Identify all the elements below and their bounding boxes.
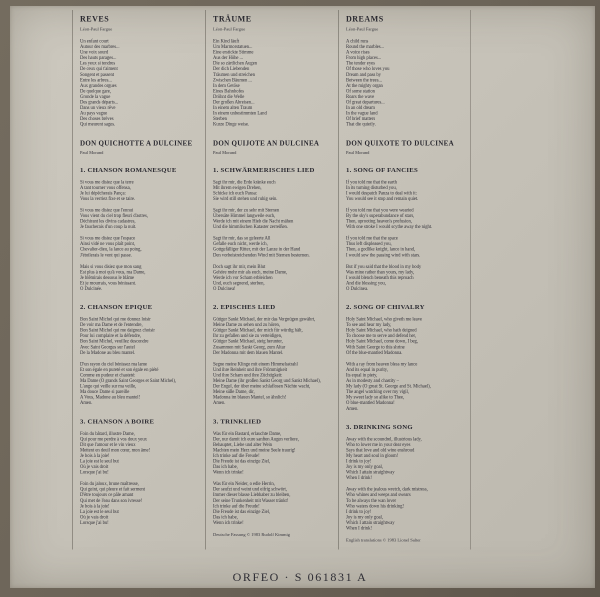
stanza-line: Das ich habe, [213,514,238,520]
stanza-line: Ma douce Dame si pareille [80,389,130,395]
poem-line: In the vague land [346,111,378,117]
poem-title-german: TRÄUME [213,15,252,24]
stanza-line: Wenn ich trinke! [213,470,244,476]
poem-line: From high places... [346,55,382,61]
poem-line: Des choses brèves [80,116,114,122]
poem-line: Aux grandes orgues [80,83,117,89]
poem-line: Der großen Abreisen... [213,100,255,106]
poem-line: Dream and pass by [346,72,381,78]
stanza-line: Who whines and weeps and swears [346,492,411,498]
stanza-line: Amen. [213,400,226,406]
stanza-line: I would sow the passing wind with stars. [346,252,421,258]
section-heading-1: 1. CHANSON ROMANESQUE [80,165,177,174]
stanza-line: La joie est le seul but [80,458,119,464]
stanza-line: Ihr zu gefallen und sie zu verteidigen, [213,333,282,339]
stanza-line: Sagt ihr mir, der zu sehr mit Sternen [213,207,280,213]
poem-title-english: DREAMS [346,15,384,24]
stanza-line: Madonna im blauen Mantel, so ähnlich! [213,395,287,401]
stanza-line: Then, uprooting heaven's profusion, [346,219,412,225]
stanza-line: Was für ein Neider, o edle Herrin, [213,481,275,487]
stanza-line: I drink to joy! [346,458,372,464]
section-heading-2: 2. SONG OF CHIVALRY [346,303,425,311]
poem-line: A child runs [346,39,369,44]
poem-line: That die quietly. [346,122,376,128]
stanza [80,482,201,526]
poem-line: Aus der Höhe ... [213,55,243,61]
poem-line: Um Marmorstatuen... [213,44,253,50]
stanza-line: Werde ich mit einem Hieb die Nacht mähen [213,219,294,225]
stanza-line: De voir ma Dame et de l'entendre, [80,322,143,328]
stanza-line: Die Freude ist das einzige Ziel, [213,509,270,515]
stanza-line: Die Freude ist das einzige Ziel, [213,458,270,464]
stanza [80,317,201,356]
stanza-line: I would despatch Panza to deal with it: [346,190,417,196]
stanza-line: Dit que l'amour et le vin vieux [80,442,136,448]
stanza-line: In its turning disturbed you, [346,185,397,191]
stanza-line: Je blêmirais dessous le blâme [80,275,135,281]
stanza-line: Amen. [346,406,359,412]
stanza [346,362,466,412]
stanza-line: My heart and soul in gloom! [346,453,399,459]
poem-text [213,39,334,128]
text-columns [72,10,484,550]
stanza-line: Où je vais droit [80,514,109,520]
stanza-line: Lorsque j'ai bu! [80,520,109,526]
stanza-line: Gehöre mehr mir als euch, meine Dame, [213,269,288,275]
stanza-line: Übersäte Himmel langweile euch, [213,213,276,219]
stanza-line: Which I attain straightway [346,470,395,476]
stanza-line: Werde ich vor Scham erbleichen [213,275,273,281]
section-heading-3: 3. CHANSON A BOIRE [80,417,155,425]
stanza-line: You would see it stop and remain quiet. [346,196,419,202]
stanza-line: Sagt ihr mir, das so geleerte All [213,236,271,242]
stanza [346,208,466,230]
stanza-line: With a ray from heaven bless my lance [346,361,418,367]
stanza-line: Si vous me disiez que l'espace [80,236,136,242]
stanza [213,180,334,202]
stanza [346,180,466,202]
section-heading-1: 1. SONG OF FANCIES [346,165,419,174]
poem-line: Träumen und streichen [213,72,255,78]
stanza-line: Foin du jaloux, brune maîtresse, [80,481,139,487]
stanza-line: Bon Saint Michel qui me donnez loisir [80,317,151,323]
stanza-line: Je bois à la joie! [80,503,110,509]
stanza-line: Ainsi vidé ne vous plaît point, [80,241,135,247]
stanza-line: And die blessing you, [346,280,386,286]
stanza-line: When I drink! [346,475,372,481]
poem-line: Des hauts parages... [80,55,117,61]
stanza-line: Der, nur damit ich eure sanften Augen verliere, [213,436,299,442]
stanza [346,437,466,481]
stanza-line: L'ange qui veille sur ma veille, [80,384,137,390]
poem-line: Of some station [346,88,375,94]
poem-line: Au pays vague [80,111,108,117]
stanza-line: Vous la verriez fixe et se taire. [80,196,136,202]
translation-credit: English translations © 1983 Lionel Salter [346,537,421,543]
stanza-line: With Saint George to this shrine [346,344,405,350]
stanza-line: If you told me that you were wearied [346,207,414,213]
poem-text [80,39,201,128]
stanza-line: I drink to joy! [346,509,372,515]
stanza-line: Je lui dépêcherais Pança: [80,190,126,196]
poem-line: In einem alten Traum [213,105,253,111]
stanza-line: Was mine rather than yours, my lady, [346,269,415,275]
column-french [72,10,205,550]
stanza-line: O Dulcinea! [213,286,236,292]
stanza-line: Ich trinke auf die Freude! [213,503,260,509]
stanza-line: Den vorbeistreichenden Wind mit Sternen besternen. [213,252,310,258]
section-heading-3: 3. TRINKLIED [213,417,262,425]
section-heading-3: 3. DRINKING SONG [346,422,413,431]
poem-line: Kurze Dinge weise. [213,122,250,128]
poem-line: Entre les arbres... [80,77,112,83]
stanza-line: Der Engel, der über meine schlaflosen Nächte wacht, [213,384,311,390]
stanza-line: To see and hear my lady, [346,322,392,328]
stanza-line: Und die himmlischen Kataster zerreißen. [213,224,288,230]
stanza [346,487,466,531]
poem-line: Eines Bahnhofes [213,88,244,94]
stanza-line: Away with the jealous wretch, dark mistress, [346,487,428,493]
poem-line: The tender eyes [346,61,375,67]
stanza-line: Holy Saint Michael, who giveth me leave [346,317,423,323]
section-heading-1: 1. SCHWÄRMERISCHES LIED [213,165,315,174]
stanza [346,264,466,292]
translation-credit: Deutsche Fassung © 1983 Rudolf Kimmig [213,532,291,537]
stanza-line: Joy is my only goal, [346,464,383,470]
poem-line: Les yeux si tendres [80,61,116,67]
stanza-line: Sie wird still stehen und ruhig sein. [213,196,278,202]
stanza-line: Je faucherais d'un coup la nuit. [80,224,137,230]
stanza-line: Then, a godlike knight, lance in hand, [346,247,416,253]
stanza-line: Schicke ich euch Pansa: [213,190,258,196]
stanza-line: Qui met de l'eau dans son ivresse! [80,498,143,504]
stanza-line: Who to lower me in your dear eyes [346,442,411,448]
stanza-line: Gottgefälliger Ritter, mit der Lanze in der Hand [213,247,301,253]
stanza [346,236,466,258]
stanza-line: Gütiger Sankt Michael, der mir das Vergnügen gewährt, [213,317,316,323]
stanza-line: Segne meine Klinge mit einem Himmelsstrahl [213,361,298,367]
stanza-line: When I drink! [346,526,372,531]
stanza-line: Vous vient du ciel trop fleuri d'astres, [80,213,148,219]
poem-line: Dröhnt die Welle [213,94,245,100]
stanza-line: But if you said that the blood in my body [346,264,422,270]
stanza-line: Bon Saint Michel qui me daignez choisir [80,328,155,334]
poem-line: In dem Getöse [213,83,240,89]
stanza-line: O Dulcinée. [80,286,103,292]
poem-line: In einem unbestimmten Land [213,111,267,117]
stanza-line: Déchirant les divins cadastres, [80,219,136,225]
stanza-line: Holy Saint Michael, who hath deigned [346,328,417,334]
stanza [213,362,334,406]
poem-line: Der dich Liebenden [213,66,250,72]
column-german [205,10,338,550]
stanza-line: Wenn ich trinke! [213,520,244,526]
section-heading-2: 2. EPISCHES LIED [213,303,276,311]
poem-line: Une voix sourd [80,50,109,56]
stanza-line: Ich trinke auf die Freude! [213,453,260,459]
stanza-line: And its equal in purity, [346,367,388,373]
stanza-line: De la Madone au bleu mantel. [80,350,136,356]
stanza-line: With one stroke I would scythe away the night. [346,224,433,230]
stanza-line: Der seine Trunkenheit mit Wasser tränkt! [213,498,289,504]
stanza-line: Chevalier-dieu, la lance au poing, [80,247,142,253]
stanza-line: Sagt ihr mir, die Erde kränke euch [213,179,276,185]
stanza-line: Mais si vous disiez que mon sang [80,264,142,270]
stanza-line: Der Madonna mit dem blauen Mantel. [213,350,284,356]
poem-line: Un enfant court [80,39,109,44]
cycle-author: Paul Morand [346,149,370,155]
poem-title-french: REVES [80,15,110,24]
stanza-line: Bon Saint Michel, veuillez descendre [80,339,149,345]
stanza [80,236,201,258]
stanza-line: Who waters down his drinking! [346,503,404,509]
stanza [346,317,466,356]
section-heading-2: 2. CHANSON EPIQUE [80,303,153,311]
stanza-line: Où je vais droit [80,464,109,470]
stanza-line: Das ich habe, [213,464,238,470]
stanza-line: Si vous me disiez que la terre [80,179,134,185]
stanza-line: Ma Dame (O grands Saint Georges et Saint Michel), [80,378,177,384]
stanza-line: Foin du bâtard, illustre Dame, [80,431,135,437]
stanza [80,264,201,292]
stanza-line: Et son égale en pureté et son égale en piété [80,367,159,373]
stanza-line: Behauptet, Liebe und alter Wein [213,442,273,448]
stanza-line: The angel watching over my vigil, [346,389,409,395]
poem-line: Qui meurent sages. [80,122,116,128]
stanza-line: As in modesty and chastity – [346,378,399,384]
stanza-line: Pour lui complaire et la défendre, [80,333,142,339]
stanza [213,236,334,258]
stanza-line: Qui geint, qui pleure et fait serment [80,487,145,493]
poem-line: Roars the wave [346,94,375,100]
stanza-line: Which I attain straightway [346,520,395,526]
stanza-line: My sweet lady so alike to Thee, [346,395,405,401]
stanza-line: Zusammen mit Sankt Georg, zum Altar [213,344,286,350]
cycle-title-german: DON QUIJOTE AN DULCINEA [213,139,320,148]
poem-line: In an old dream [346,105,375,111]
stanza-line: Meine Dame (ihr großen Sankt Georg und Sankt Michael), [213,378,321,384]
stanza-line: Doch sagt ihr mir, mein Blut [213,264,266,270]
stanza-line: Of the blue-mantled Madonna. [346,350,403,356]
stanza-line: Its equal in piety, [346,372,378,378]
stanza-line: Gütiger Sankt Michael, der mich für würdig hält, [213,328,303,334]
poem-line: Eine erstickte Stimme [213,50,254,56]
poem-line: Round the marbles... [346,44,384,50]
stanza-line: Immer dieser blasse Liebhaber zu bleiben, [213,492,291,498]
stanza-line: Mettent en deuil mon cœur, mon âme! [80,447,151,453]
poem-line: Between the trees... [346,77,382,83]
stanza-line: My lady (O great St. George and St. Michael), [346,384,431,390]
stanza-line: O Dulcinea. [346,286,369,292]
stanza [80,180,201,202]
stanza-line: Holy Saint Michael, come down, I beg, [346,339,418,345]
stanza-line: Amen. [80,400,93,406]
stanza-line: Lorsque j'ai bu! [80,470,109,476]
stanza [213,264,334,292]
stanza-line: I would blench beneath this reproach [346,275,414,281]
stanza [213,317,334,356]
stanza-line: Was für ein Bastard, erlauchte Dame, [213,431,282,437]
stanza-line: J'étoilerais le vent qui passe. [80,252,132,258]
stanza-line: Joy is my only goal, [346,514,383,520]
cycle-author: Paul Morand [213,149,237,155]
stanza-line: Mit ihrem ewigen Drehen, [213,185,262,191]
stanza-line: If you told me that the earth [346,179,397,185]
cycle-author: Paul Morand [80,149,104,155]
stanza [213,208,334,230]
stanza-line: O blue-mantled Madonna! [346,400,395,406]
label-catalog-number: ORFEO · S 061831 A [232,570,368,584]
stanza-line: Und ihre Scham und ihre Züchtigkeit: [213,372,283,378]
stanza-line: A tant tourner vous offensa, [80,185,131,191]
stanza-line: Comme en pudeur et chasteté: [80,372,136,378]
stanza-line: Est plus à moi qu'à vous, ma Dame, [80,269,146,275]
stanza-line: Gefalle euch nicht, werde ich, [213,241,268,247]
stanza-line: Und, euch segnend, sterben, [213,280,265,286]
stanza-line: Thus left displeased you, [346,241,392,247]
poem-line: Sterben [213,116,227,122]
stanza-line: Avec Saint Georges sur l'autel [80,344,135,350]
stanza-line: Says that love and old wine enshroud [346,447,415,453]
stanza-line: To be always the wan lover [346,498,397,504]
cycle-title-french: DON QUICHOTTE A DULCINEE [80,139,193,148]
stanza-line: Away with the scoundrel, illustrious lady, [346,436,422,442]
stanza [213,482,334,526]
stanza-line: Et je mourrais, vous bénissant. [80,280,136,286]
stanza [80,431,201,475]
stanza-line: Gütiger Sankt Michael, steig herunter, [213,339,283,345]
stanza [80,208,201,230]
stanza-line: La joie est le seul but [80,509,119,515]
poem-line: Gronde la vague [80,94,111,100]
poem-line: A voice rises [346,50,370,56]
poem-author: Léon-Paul Fargue [80,26,113,32]
stanza-line: Der seufzt und weint und eifrig schwört, [213,487,287,493]
stanza [213,431,334,475]
poem-line: Die so zärtlichen Augen [213,61,258,67]
stanza-line: A Vous, Madone au bleu mantel! [80,395,141,401]
stanza-line: D'un rayon du ciel bénissez ma lame [80,361,148,367]
stanza-line: To choose me to serve and defend her, [346,333,417,339]
poem-line: Of brief matters [346,116,376,122]
stanza-line: Si vous me disiez que l'ennui [80,207,134,213]
stanza-line: D'être toujours ce pâle amant [80,492,134,498]
column-english [338,10,471,550]
stanza-line: Meine Dame zu sehen und zu hören, [213,322,280,328]
poem-line: At the mighty organ [346,83,383,89]
poem-author: Léon-Paul Fargue [213,26,246,32]
stanza-line: Und ihre Reinheit und ihre Frömmigkeit [213,367,287,373]
poem-line: Zwischen Bäumen ... [213,77,252,83]
poem-line: Songent et passent [80,72,114,78]
poem-line: Autour des marbres... [80,44,120,50]
poem-line: Of those who loves you [346,66,390,72]
cycle-title-english: DON QUIXOTE TO DULCINEA [346,139,454,148]
stanza-line: Je bois à la joie! [80,453,110,459]
poem-line: Des grands départs... [80,100,119,106]
poem-text [346,39,466,128]
stanza-line: Qui pour me perdre à vos doux yeux [80,436,147,442]
stanza-line: If you told me that the space [346,236,398,242]
poem-line: Of great departures... [346,100,385,106]
stanza-line: Machten mein Herz und meine Seele traurig! [213,447,296,453]
stanza [80,362,201,406]
poem-line: De quelque gare, [80,88,112,94]
stanza-line: By the sky's superabundance of stars, [346,213,415,219]
poem-line: Dans un vieux rêve [80,105,116,111]
stanza-line: Meine süße Dame, dir, [213,389,255,395]
poem-line: Ein Kind läuft [213,39,240,44]
poem-author: Léon-Paul Fargue [346,26,379,32]
poem-line: De ceux qui t'aiment [80,66,118,72]
